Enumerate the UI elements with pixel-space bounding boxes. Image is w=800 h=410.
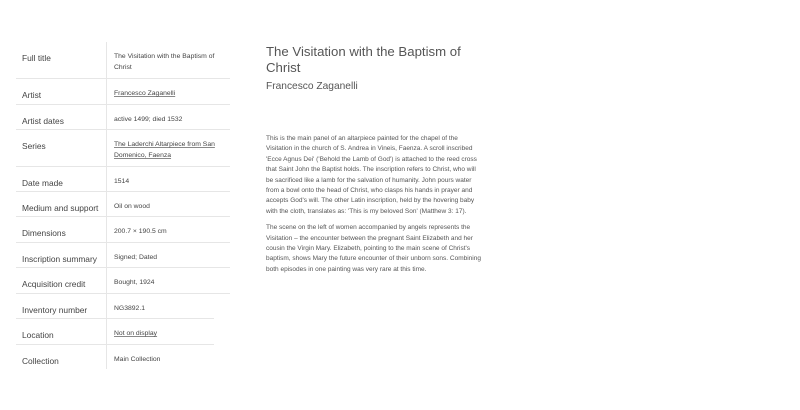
detail-label: Location bbox=[22, 330, 54, 340]
detail-label: Inventory number bbox=[22, 305, 88, 315]
detail-value: Bought, 1924 bbox=[106, 268, 230, 293]
detail-row-inscription bbox=[16, 243, 230, 268]
detail-label: Artist bbox=[22, 90, 42, 100]
detail-label: Artist dates bbox=[22, 116, 64, 126]
detail-row-location bbox=[16, 319, 214, 345]
detail-value: The Visitation with the Baptism of Christ bbox=[106, 42, 230, 78]
series-link[interactable]: The Laderchi Altarpiece from San Domenico, Faenza bbox=[114, 141, 215, 159]
detail-value-container bbox=[106, 319, 214, 344]
detail-row-dimensions bbox=[16, 217, 230, 243]
detail-row-artist bbox=[16, 79, 230, 105]
artwork-heading bbox=[266, 44, 486, 92]
detail-row-collection bbox=[16, 345, 214, 369]
detail-label: Inscription summary bbox=[22, 254, 97, 264]
description-paragraph: The scene on the left of women accompanied by angels represents the Visitation – the encounter between the pregnant Saint Elizabeth and her cousin the Virgin Mary. Elizabeth, pointing to the main scene of Christ's baptism, shows Mary the future encounter of their unborn sons. Combining both episodes in one painting was very rare at this time. bbox=[266, 224, 481, 273]
detail-label: Collection bbox=[22, 356, 59, 366]
location-link[interactable]: Not on display bbox=[114, 330, 158, 337]
detail-row-date-made bbox=[16, 167, 230, 192]
artist-link[interactable]: Francesco Zaganelli bbox=[114, 90, 176, 97]
detail-row-medium bbox=[16, 192, 230, 217]
description-paragraph: This is the main panel of an altarpiece painted for the chapel of the Visitation in the church of S. Andrea in Vineis, Faenza. A scroll inscribed 'Ecce Agnus Dei' ('Behold the Lamb of God') is attached to the reed cross that Saint John the Baptist holds. The inscription refers to Christ, who will be sacrificed like a lamb for the salvation of humanity. John pours water from a bowl onto the head of Christ, who clasps his hands in prayer and accepts God's will. The other Latin inscription, held by the hovering baby with the cloth, translates as: 'This is my beloved Son' (Matthew 3: 17). bbox=[266, 135, 477, 215]
detail-label: Series bbox=[22, 141, 46, 151]
detail-value: 1514 bbox=[106, 167, 230, 191]
detail-row-series bbox=[16, 130, 230, 167]
detail-label: Full title bbox=[22, 53, 51, 63]
detail-row-acquisition bbox=[16, 268, 230, 294]
detail-value: Main Collection bbox=[106, 345, 214, 369]
detail-row-inventory bbox=[16, 294, 214, 319]
detail-value: Signed; Dated bbox=[106, 243, 230, 267]
details-table bbox=[16, 42, 230, 369]
artwork-artist: Francesco Zaganelli bbox=[266, 81, 358, 92]
detail-label: Date made bbox=[22, 178, 63, 188]
detail-row-full-title bbox=[16, 42, 230, 79]
detail-value-container bbox=[106, 79, 230, 104]
detail-value: Oil on wood bbox=[106, 192, 230, 216]
detail-label: Acquisition credit bbox=[22, 279, 86, 289]
artwork-description bbox=[266, 134, 482, 281]
detail-label: Dimensions bbox=[22, 228, 66, 238]
detail-label: Medium and support bbox=[22, 203, 99, 213]
artwork-title: The Visitation with the Baptism of Christ bbox=[266, 44, 461, 75]
detail-value-container bbox=[106, 130, 230, 166]
detail-value: NG3892.1 bbox=[106, 294, 214, 318]
detail-value: active 1499; died 1532 bbox=[106, 105, 230, 129]
detail-value: 200.7 × 190.5 cm bbox=[106, 217, 230, 242]
detail-row-artist-dates bbox=[16, 105, 230, 130]
